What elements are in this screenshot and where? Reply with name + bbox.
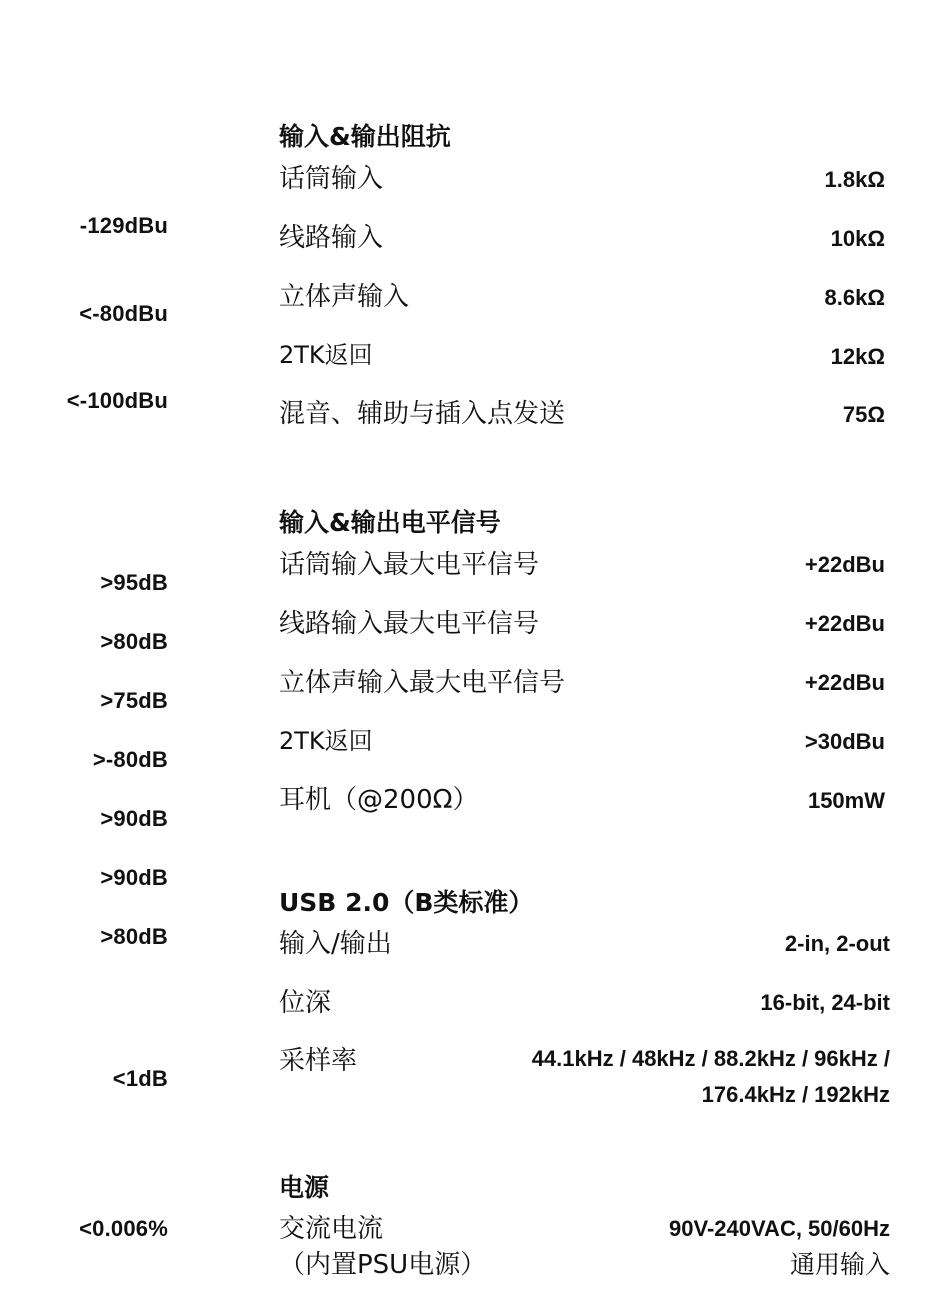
left-value: >95dB <box>100 570 168 595</box>
left-value: >90dB <box>100 806 168 831</box>
spec-label: 话筒输入 <box>279 164 384 194</box>
spec-value: 12kΩ <box>830 344 885 369</box>
left-value: >-80dB <box>92 747 168 772</box>
power-label <box>279 1211 486 1283</box>
spec-value: 75Ω <box>842 402 885 427</box>
spec-value: +22dBu <box>804 611 885 636</box>
section-heading-power: 电源 <box>279 1173 330 1202</box>
spec-label: 立体声输入 <box>279 282 410 312</box>
left-value: <1dB <box>112 1066 168 1091</box>
sample-rate-line: 44.1kHz / 48kHz / 88.2kHz / 96kHz / <box>531 1046 890 1071</box>
spec-value: 8.6kΩ <box>824 285 885 310</box>
power-label-line: 交流电流 <box>279 1214 384 1244</box>
power-value-line: 通用输入 <box>789 1250 890 1279</box>
power-value-line: 90V-240VAC, 50/60Hz <box>669 1216 890 1241</box>
spec-label: 2TK返回 <box>279 727 373 755</box>
spec-value: 10kΩ <box>830 226 885 251</box>
spec-label: 位深 <box>279 988 332 1018</box>
left-value: >90dB <box>100 865 168 890</box>
sample-rate-line: 176.4kHz / 192kHz <box>701 1082 890 1107</box>
spec-value: +22dBu <box>804 670 885 695</box>
spec-value: 2-in, 2-out <box>784 931 890 956</box>
left-value: <-100dBu <box>66 388 168 413</box>
left-value: >80dB <box>100 924 168 949</box>
spec-label: 耳机（@200Ω） <box>279 785 479 815</box>
spec-value: 150mW <box>807 788 885 813</box>
sample-rate-values <box>532 1041 890 1113</box>
section-heading-levels: 输入&输出电平信号 <box>279 508 501 537</box>
spec-value: 16-bit, 24-bit <box>760 990 890 1015</box>
spec-value: 1.8kΩ <box>824 167 885 192</box>
power-value <box>669 1211 890 1283</box>
power-label-line: （内置PSU电源） <box>279 1250 487 1280</box>
left-value: >75dB <box>100 688 168 713</box>
spec-label: 话筒输入最大电平信号 <box>279 550 540 580</box>
left-value: >80dB <box>100 629 168 654</box>
left-value: -129dBu <box>79 213 168 238</box>
spec-label: 输入/输出 <box>279 929 392 959</box>
spec-label: 混音、辅助与插入点发送 <box>279 399 566 429</box>
spec-label: 线路输入 <box>279 223 384 253</box>
section-heading-impedance: 输入&输出阻抗 <box>279 122 451 151</box>
spec-value: >30dBu <box>804 729 885 754</box>
section-heading-usb: USB 2.0（B类标准） <box>279 888 534 917</box>
spec-label: 线路输入最大电平信号 <box>279 609 540 639</box>
spec-label: 立体声输入最大电平信号 <box>279 668 566 698</box>
left-value: <0.006% <box>79 1216 168 1241</box>
spec-value: +22dBu <box>804 552 885 577</box>
spec-label: 采样率 <box>279 1046 358 1076</box>
spec-label: 2TK返回 <box>279 341 373 369</box>
left-value: <-80dBu <box>79 301 168 326</box>
